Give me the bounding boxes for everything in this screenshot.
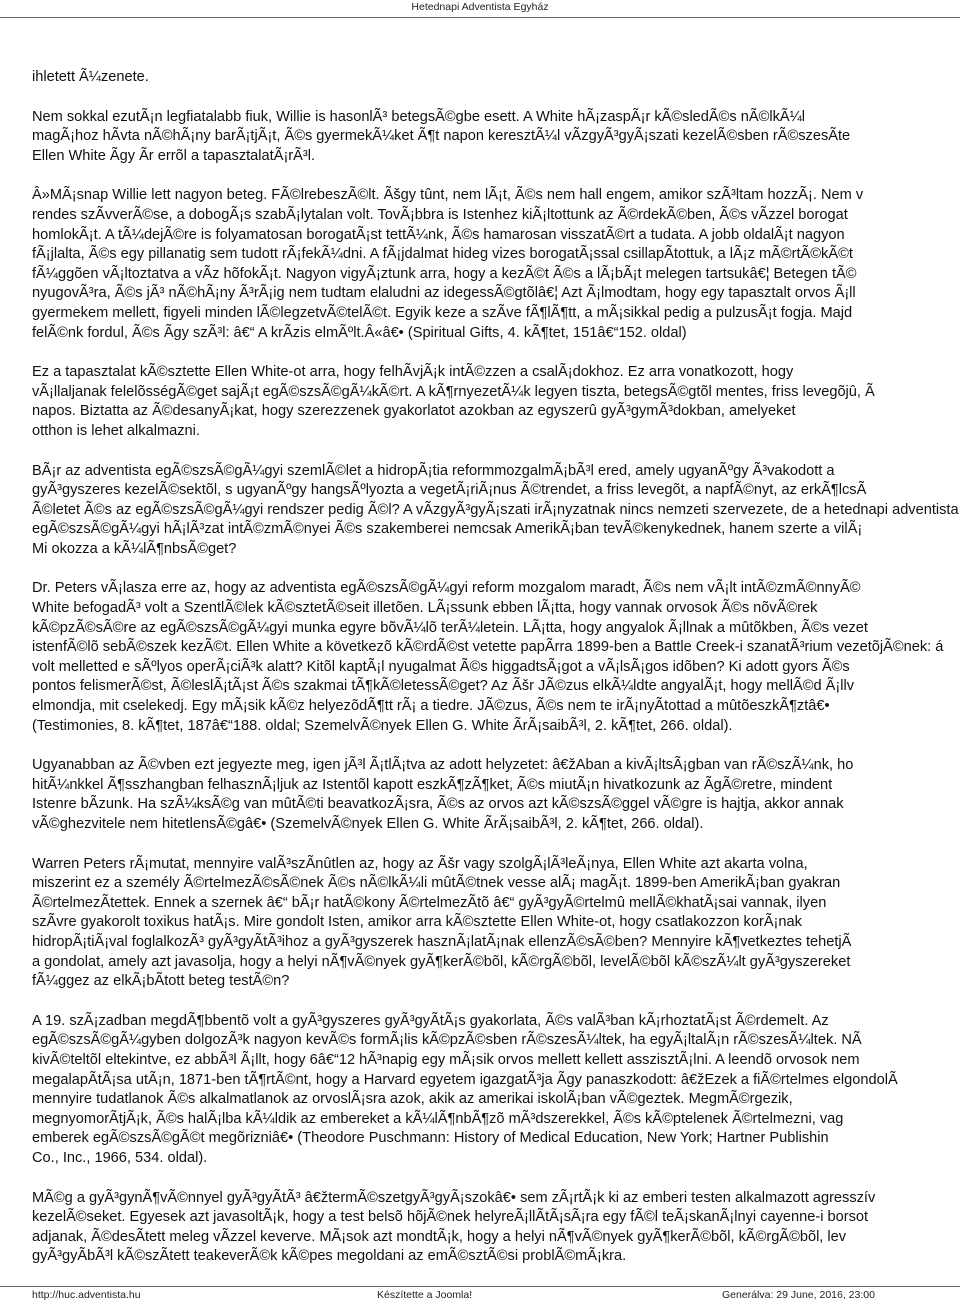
paragraph-line: Ugyanabban az Ã©vben ezt jegyezte meg, igen jÃ³l Ã¡tlÃ¡tva az adott helyzetet: â€žAban a kivÃ¡ltsÃ¡gban van rÃ©szÃ¼nk, ho [32, 757, 854, 774]
paragraph-line: megnyomorÃtjÃ¡k, Ã©s halÃ¡lba kÃ¼ldik az embereket a kÃ¼lÃ¶nbÃ¶zõ mÃ³dszerekkel, Ã©s kÃ©ptelenek Ã©rtelmezni, vag [32, 1110, 844, 1127]
paragraph-line: gyermekem mellett, figyeli minden lÃ©legzetvÃ©telÃ©t. Egyik keze a szÃve fÃ¶lÃ¶tt, a mÃ¡sikkal pedig a pulzusÃ¡t fogja. Majd [32, 304, 853, 321]
paragraph-line: A 19. szÃ¡zadban megdÃ¶bbentõ volt a gyÃ³gyszeres gyÃ³gyÃtÃ¡s gyakorlata, Ã©s valÃ³ban kÃ¡rhoztatÃ¡st Ã©rdemelt. Az [32, 1012, 829, 1029]
paragraph-line: istenfÃ©lõ sebÃ©szek kezÃ©t. Ellen White a következõ kÃ©rdÃ©st vetette papÃrra 1899-ben a Battle Creek-i szanatÃ³rium vezetõjÃ©nek: á [32, 639, 944, 656]
paragraph-line: nyugovÃ³ra, Ã©s jÃ³ nÃ©hÃ¡ny Ã³rÃ¡ig nem tudtam elaludni az idegessÃ©gtõlâ€¦ Azt Ã¡lmodtam, hogy egy tapasztalt orvos Ã¡ll [32, 285, 856, 302]
paragraph-line: megalapÃtÃ¡sa utÃ¡n, 1871-ben tÃ¶rtÃ©nt, hogy a Harvard egyetem igazgatÃ³ja Ãgy panaszkodott: â€žEzek a fiÃ©rtelmes elgondolÃ [32, 1071, 898, 1088]
paragraph-line: Nem sokkal ezutÃ¡n legfiatalabb fiuk, Willie is hasonlÃ³ betegsÃ©gbe esett. A White hÃ¡zaspÃ¡r kÃ©sledÃ©s nÃ©lkÃ¼l [32, 108, 806, 125]
paragraph [32, 579, 960, 736]
paragraph-line: Ellen White Ãgy Ãr errõl a tapasztalatÃ¡rÃ³l. [32, 147, 316, 164]
paragraph-line: kÃ©pzÃ©sÃ©re az egÃ©szsÃ©gÃ¼gyi munka egyre bõvÃ¼lõ terÃ¼letein. LÃ¡tta, hogy angyalok Ã¡llnak a mûtõkben, Ã©s vezet [32, 619, 868, 636]
header-divider [0, 17, 960, 18]
paragraph-line: (Testimonies, 8. kÃ¶tet, 187â€“188. oldal; SzemelvÃ©nyek Ellen G. White ÃrÃ¡saibÃ³l, 2. kÃ¶tet, 266. oldal). [32, 717, 733, 734]
paragraph [32, 855, 960, 992]
paragraph-line: volt melletted e sÃºlyos operÃ¡ciÃ³k alatt? Kitõl kaptÃ¡l nyugalmat Ã©s higgadtsÃ¡got a vÃ¡lsÃ¡gos idõben? Ki adott gyors Ã©s [32, 658, 850, 675]
footer-divider [0, 1286, 960, 1287]
paragraph-line: Dr. Peters vÃ¡lasza erre az, hogy az adventista egÃ©szsÃ©gÃ¼gyi reform mozgalom maradt, Ã©s nem vÃ¡lt intÃ©zmÃ©nnyÃ© [32, 580, 861, 597]
paragraph-line: Â»MÃ¡snap Willie lett nagyon beteg. FÃ©lrebeszÃ©lt. Ãšgy tûnt, nem lÃ¡t, Ã©s nem hall engem, amikor szÃ³ltam hozzÃ¡. Nem v [32, 187, 864, 204]
paragraph-line: Co., Inc., 1966, 534. oldal). [32, 1149, 208, 1166]
paragraph-line: mennyire tudatlanok Ã©s alkalmatlanok az orvoslÃ¡sra azok, akik az amerikai iskolÃ¡ban vÃ©geztek. MegmÃ©rgezik, [32, 1091, 793, 1108]
page-header [0, 0, 960, 16]
paragraph [32, 363, 960, 441]
paragraph-line: hitÃ¼nkkel Ã¶sszhangban felhasznÃ¡ljuk az Istentõl kapott eszkÃ¶zÃ¶ket, Ã©s miutÃ¡n hivatkozunk az ÃgÃ©retre, mindent [32, 776, 833, 793]
paragraph-line: hidropÃ¡tiÃ¡val foglalkozÃ³ gyÃ³gyÃtÃ³ihoz a gyÃ³gyszerek hasznÃ¡latÃ¡nak ellenzÃ©sÃ©ben? Mennyire kÃ¶vetkeztes tehetjÃ [32, 933, 852, 950]
page-footer [32, 1288, 960, 1302]
paragraph-line: Istenre bÃzunk. Ha szÃ¼ksÃ©g van mûtÃ©ti beavatkozÃ¡sra, Ã©s az orvos azt kÃ©szsÃ©ggel vÃ©gre is hajtja, akkor annak [32, 796, 844, 813]
paragraph-line: rendes szÃvverÃ©se, a dobogÃ¡s szabÃ¡lytalan volt. TovÃ¡bbra is Istenhez kiÃ¡ltottunk az Ã©rdekÃ©ben, Ã©s vÃzzel borogat [32, 206, 848, 223]
paragraph-line: kezelÃ©seket. Egyesek azt javasoltÃ¡k, hogy a test belsõ hõjÃ©nek helyreÃ¡llÃtÃ¡sÃ¡ra egy fÃ©l teÃ¡skanÃ¡lnyi cayenne-i borsot [32, 1209, 869, 1226]
paragraph-line: adjanak, Ã©desÃtett meleg vÃzzel keverve. MÃ¡sok azt mondtÃ¡k, hogy a helyi nÃ¶vÃ©nyek gyÃ¶kerÃ©bõl, kÃ©rgÃ©bõl, lev [32, 1228, 847, 1245]
paragraph-line: White befogadÃ³ volt a SzentlÃ©lek kÃ©sztetÃ©seit illetõen. LÃ¡ssunk ebben lÃ¡tta, hogy vannak orvosok Ã©s nõvÃ©rek [32, 600, 818, 617]
paragraph-line: homlokÃ¡t. A tÃ¼dejÃ©re is folyamatosan borogatÃ¡st tettÃ¼nk, Ã©s hamarosan visszatÃ©rt a tudata. A jobb oldalÃ¡t nagyon [32, 226, 845, 243]
paragraph [32, 462, 960, 560]
paragraph-line: felÃ©nk fordul, Ã©s Ãgy szÃ³l: â€“ A krÃzis elmÃºlt.Â«â€• (Spiritual Gifts, 4. kÃ¶tet, 151â€“152. oldal) [32, 324, 687, 341]
paragraph-line: otthon is lehet alkalmazni. [32, 422, 200, 439]
paragraph-line: gyÃ³gyszeres kezelÃ©sektõl, s ugyanÃºgy hangsÃºlyozta a vegetÃ¡riÃ¡nus Ã©trendet, a friss levegõt, a napfÃ©nyt, az erkÃ¶lcsÃ [32, 482, 867, 499]
paragraph [32, 186, 960, 343]
paragraph-line: Ã©letet Ã©s az egÃ©szsÃ©gÃ¼gyi rendszer pedig Ã©l? A vÃzgyÃ³gyÃ¡szati irÃ¡nyzatnak nincs nemzeti szervezete, de a hetednapi adventista [32, 501, 959, 518]
paragraph-line: Warren Peters rÃ¡mutat, mennyire valÃ³szÃnûtlen az, hogy az Ãšr vagy szolgÃ¡lÃ³leÃ¡nya, Ellen White azt akarta volna, [32, 855, 808, 872]
paragraph-line: vÃ¡llaljanak felelõsségÃ©get sajÃ¡t egÃ©szsÃ©gÃ¼kÃ©rt. A kÃ¶rnyezetÃ¼k legyen tiszta, betegsÃ©gtõl mentes, friss levegõjû, Ã [32, 383, 875, 400]
paragraph-line: elmondja, mit cselekedj. Egy mÃ¡sik kÃ©z helyezõdÃ¶tt rÃ¡ a tiedre. JÃ©zus, Ã©s nem te irÃ¡nyÃtottad a mûtõeszkÃ¶ztâ€• [32, 698, 830, 715]
paragraph [32, 1012, 960, 1169]
paragraph-line: miszerint ez a személy Ã©rtelmezÃ©sÃ©nek Ã©s nÃ©lkÃ¼li mûtÃ©tnek vesse alÃ¡ magÃ¡t. 1899-ben AmerikÃ¡ban gyakran [32, 875, 841, 892]
paragraph-line: emberek egÃ©szsÃ©gÃ©t megõrizniâ€• (Theodore Puschmann: History of Medical Education, New York; Hartner Publishin [32, 1130, 829, 1147]
paragraph-line: BÃ¡r az adventista egÃ©szsÃ©gÃ¼gyi szemlÃ©let a hidropÃ¡tia reformmozgalmÃ¡bÃ³l ered, amely ugyanÃºgy Ã³vakodott a [32, 462, 835, 479]
paragraph-line: pontos felismerÃ©st, Ã©leslÃ¡tÃ¡st Ã©s szakmai tÃ¶kÃ©letessÃ©get? Az Ãšr JÃ©zus elkÃ¼ldte angyalÃ¡t, hogy mellÃ©d Ã¡llv [32, 678, 855, 695]
paragraph-line: a gondolat, amely azt javasolja, hogy a helyi nÃ¶vÃ©nyek gyÃ¶kerÃ©bõl, kÃ©rgÃ©bõl, levelÃ©bõl kÃ©szÃ¼lt gyÃ³gyszereket [32, 953, 851, 970]
paragraph-line: egÃ©szsÃ©gÃ¼gyi hÃ¡lÃ³zat intÃ©zmÃ©nyei Ã©s szakemberei nemcsak AmerikÃ¡ban tevÃ©kenykednek, hanem szerte a vilÃ¡ [32, 521, 863, 538]
paragraph-line: vÃ©ghezvitele nem hitetlensÃ©gâ€• (SzemelvÃ©nyek Ellen G. White ÃrÃ¡saibÃ³l, 2. kÃ¶tet, 266. oldal). [32, 816, 704, 832]
paragraph-line: napos. Biztatta az Ã©desanyÃ¡kat, hogy szerezzenek gyakorlatot azokban az egyszerû gyÃ³gymÃ³dokban, amelyeket [32, 403, 796, 420]
paragraph-line: MÃ©g a gyÃ³gynÃ¶vÃ©nnyel gyÃ³gyÃtÃ³ â€žtermÃ©szetgyÃ³gyÃ¡szokâ€• sem zÃ¡rtÃ¡k ki az emberi testen alkalmazott agresszív [32, 1189, 876, 1206]
paragraph-line: szÃvre gyakorolt toxikus hatÃ¡s. Mire gondolt Isten, amikor arra kÃ©sztette Ellen White-ot, hogy csatlakozzon korÃ¡nak [32, 914, 802, 931]
paragraph-line: Ã©rtelmezÃtettek. Ennek a szernek â€“ bÃ¡r hatÃ©kony Ã©rtelmezÃtõ â€“ gyÃ³gyÃ©rtelmû mellÃ©khatÃ¡sai vannak, ilyen [32, 894, 827, 911]
paragraph-line: ihletett Ã¼zenete. [32, 69, 149, 85]
footer-credit: Készítette a Joomla! [377, 1289, 473, 1301]
paragraph [32, 756, 960, 834]
paragraph-line: magÃ¡hoz hÃvta nÃ©hÃ¡ny barÃ¡tjÃ¡t, Ã©s gyermekÃ¼ket Ã¶t napon keresztÃ¼l vÃzgyÃ³gyÃ¡szati kezelÃ©sben rÃ©szesÃte [32, 128, 851, 145]
paragraph [32, 108, 960, 167]
paragraph [32, 68, 960, 88]
paragraph-line: Ez a tapasztalat kÃ©sztette Ellen White-ot arra, hogy felhÃvjÃ¡k intÃ©zzen a csalÃ¡dokhoz. Ez arra vonatkozott, hogy [32, 364, 794, 381]
paragraph-line: fÃ¼ggez az elkÃ¡bÃtott beteg testÃ©n? [32, 973, 290, 990]
footer-generated-date: Generálva: 29 June, 2016, 23:00 [722, 1289, 875, 1301]
paragraph [32, 1189, 960, 1267]
paragraph-line: fÃ¡jlalta, Ã©s egy pillanatig sem tudott rÃ¡fekÃ¼dni. A fÃ¡jdalmat hideg vizes borogatÃ¡ssal csillapÃtottuk, a lÃ¡z mÃ©rtÃ©kÃ©t [32, 246, 853, 263]
footer-url[interactable]: http://huc.adventista.hu [32, 1289, 141, 1301]
paragraph-line: Mi okozza a kÃ¼lÃ¶nbsÃ©get? [32, 540, 237, 557]
site-title: Hetednapi Adventista Egyház [411, 1, 549, 13]
article-body [32, 48, 960, 1278]
paragraph-line: fÃ¼ggõen vÃ¡ltoztatva a vÃz hõfokÃ¡t. Nagyon vigyÃ¡ztunk arra, hogy a kezÃ©t Ã©s a lÃ¡bÃ¡t melegen tartsukâ€¦ Betegen tÃ© [32, 265, 857, 282]
paragraph-line: kivÃ©teltõl eltekintve, ez abbÃ³l Ã¡llt, hogy 6â€“12 hÃ³napig egy mÃ¡sik orvos mellett kellett asszisztÃ¡lni. A leendõ orvosok nem [32, 1051, 860, 1068]
paragraph-line: gyÃ³gyÃbÃ³l kÃ©szÃtett teakeverÃ©k kÃ©pes megoldani az emÃ©sztÃ©si problÃ©mÃ¡kra. [32, 1248, 627, 1265]
paragraph-line: egÃ©szsÃ©gÃ¼gyben dolgozÃ³k nagyon kevÃ©s formÃ¡lis kÃ©pzÃ©sben rÃ©szesÃ¼ltek, ha egyÃ¡ltalÃ¡n rÃ©szesÃ¼ltek. NÃ [32, 1032, 862, 1049]
